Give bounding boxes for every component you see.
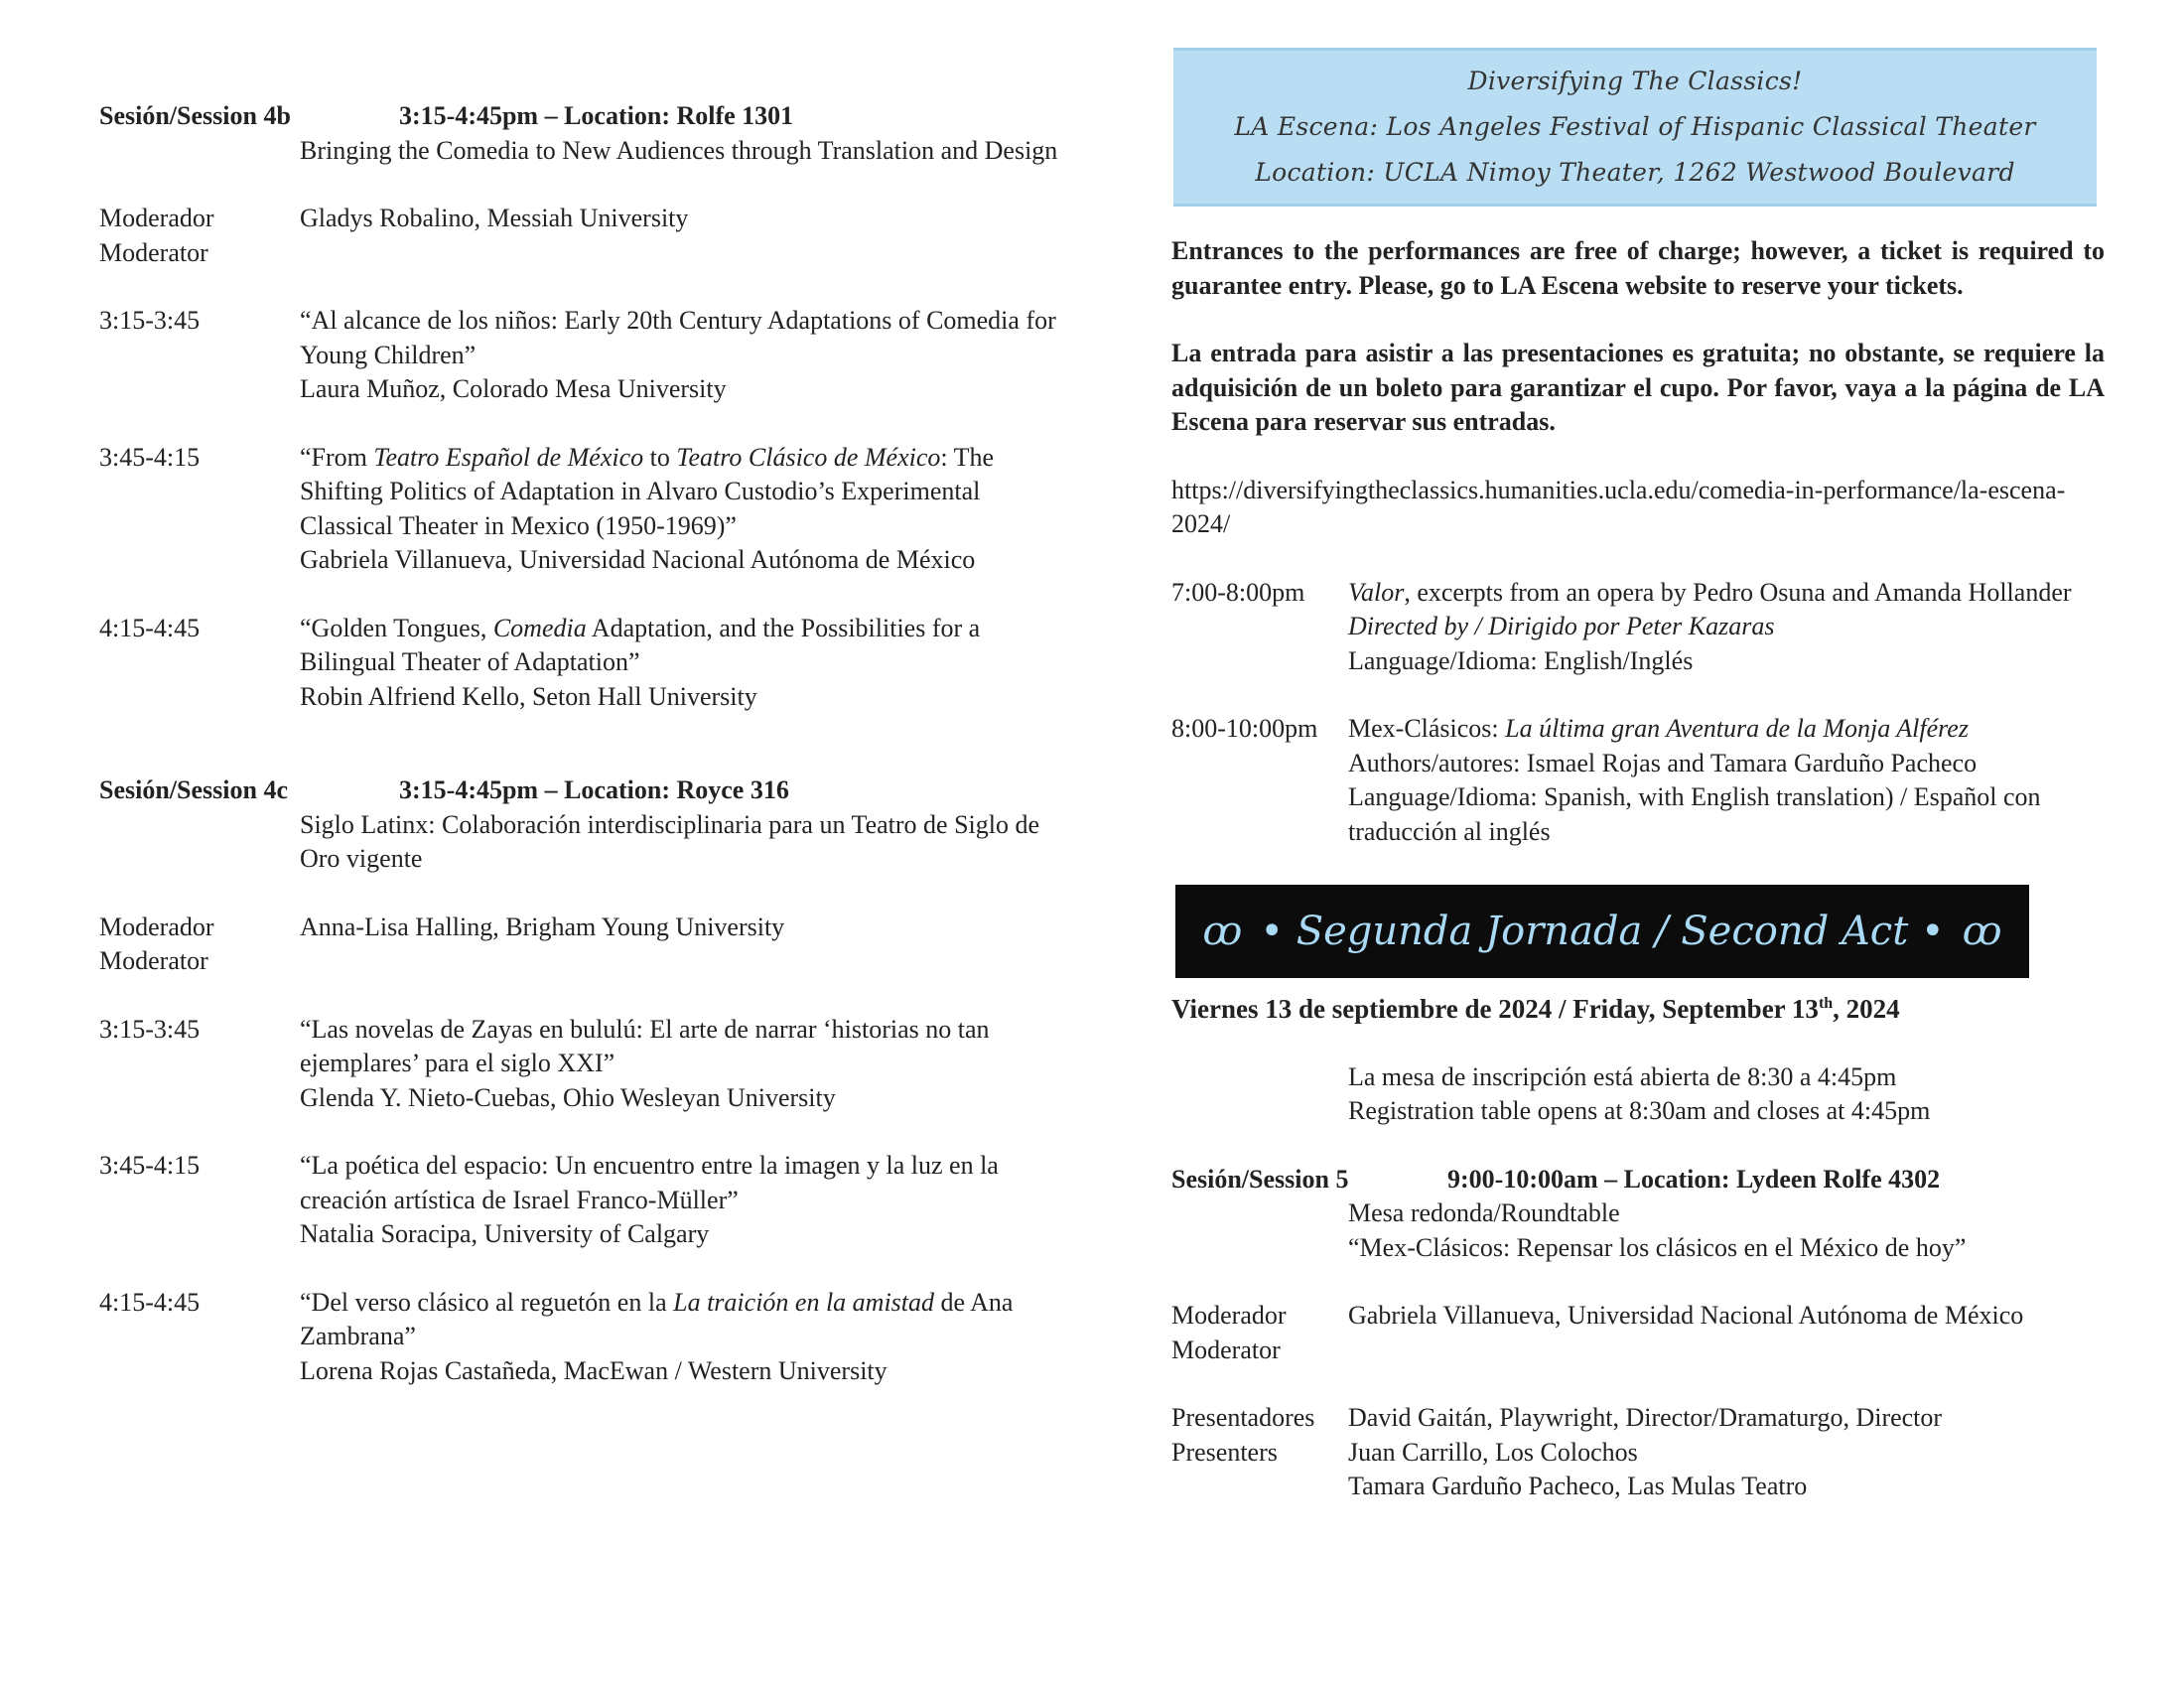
- talk-speaker: Glenda Y. Nieto-Cuebas, Ohio Wesleyan University: [300, 1082, 836, 1112]
- talk-time: 3:15-3:45: [99, 1014, 201, 1044]
- talk-speaker: Natalia Soracipa, University of Calgary: [300, 1219, 710, 1248]
- session-time-location: 3:15-4:45pm – Location: Rolfe 1301: [399, 101, 794, 130]
- talk-row: [99, 1149, 1072, 1252]
- festival-banner: [1173, 48, 2097, 207]
- moderator-label-es: Moderador: [1171, 1301, 1287, 1330]
- talk-title: “From Teatro Español de México to Teatro Clásico de México: The Shifting Politics of Adaptation in Alvaro Custodio’s Experimental Classical Theater in Mexico (1950-1969)”: [300, 442, 995, 540]
- talk-row: [99, 1013, 1072, 1116]
- moderator-name: Gabriela Villanueva, Universidad Nacional Autónoma de México: [1348, 1301, 2024, 1330]
- moderator-name: Anna-Lisa Halling, Brigham Young University: [300, 912, 785, 941]
- moderator-name: Gladys Robalino, Messiah University: [300, 204, 689, 232]
- moderator-label-es: Moderador: [99, 204, 214, 232]
- presenter-name: Juan Carrillo, Los Colochos: [1348, 1437, 1638, 1467]
- talk-time: 4:15-4:45: [99, 1287, 201, 1317]
- talk-title: “La poética del espacio: Un encuentro entre la imagen y la luz en la creación artística de Israel Franco-Müller”: [300, 1151, 999, 1214]
- registration-en: Registration table opens at 8:30am and closes at 4:45pm: [1348, 1096, 1931, 1125]
- left-column: [99, 99, 1072, 1388]
- presenters-row: [1171, 1401, 2105, 1504]
- performance-language: Language/Idioma: English/Inglés: [1348, 645, 1694, 675]
- session-5-header: [1171, 1163, 2105, 1197]
- moderator-row: [1171, 1299, 2105, 1367]
- talk-row: [99, 612, 1072, 715]
- performance-director: Directed by / Dirigido por Peter Kazaras: [1348, 612, 1775, 640]
- performance-time: 7:00-8:00pm: [1171, 577, 1305, 607]
- registration-es: La mesa de inscripción está abierta de 8:30 a 4:45pm: [1348, 1061, 1897, 1091]
- presenter-name: David Gaitán, Playwright, Director/Dramaturgo, Director: [1348, 1403, 1943, 1432]
- session-label: Sesión/Session 4c: [99, 775, 288, 804]
- performance-time: 8:00-10:00pm: [1171, 714, 1318, 743]
- talk-time: 3:45-4:15: [99, 442, 201, 472]
- right-column: [1171, 48, 2105, 1504]
- registration-info: [1348, 1060, 2105, 1129]
- talk-title: “Las novelas de Zayas en bululú: El arte de narrar ‘historias no tan ejemplares’ para el siglo XXI”: [300, 1014, 990, 1077]
- notice-spanish: La entrada para asistir a las presentaciones es gratuita; no obstante, se requiere la adquisición de un boleto para garantizar el cupo. Por favor, vaya a la página de LA Escena para reservar sus entradas.: [1171, 339, 2105, 436]
- moderator-row: [99, 911, 1072, 979]
- festival-url-link[interactable]: https://diversifyingtheclassics.humanities.ucla.edu/comedia-in-performance/la-escena-2024/: [1171, 475, 2066, 538]
- talk-time: 3:15-3:45: [99, 306, 201, 335]
- talk-title: “Golden Tongues, Comedia Adaptation, and the Possibilities for a Bilingual Theater of Adaptation”: [300, 613, 981, 676]
- moderator-label-en: Moderator: [99, 237, 208, 267]
- session-label: Sesión/Session 4b: [99, 101, 291, 130]
- talk-time: 3:45-4:15: [99, 1151, 201, 1180]
- session-title: Bringing the Comedia to New Audiences through Translation and Design: [300, 135, 1058, 165]
- ornament-left-icon: ꝏ: [1202, 908, 1243, 954]
- performance-row: [1171, 576, 2105, 679]
- session-title: “Mex-Clásicos: Repensar los clásicos en el México de hoy”: [1348, 1232, 1967, 1262]
- moderator-label-en: Moderator: [1171, 1335, 1281, 1364]
- talk-row: [99, 441, 1072, 578]
- talk-speaker: Lorena Rojas Castañeda, MacEwan / Western University: [300, 1355, 887, 1385]
- day-heading: Viernes 13 de septiembre de 2024 / Friday, September 13th, 2024: [1171, 994, 1900, 1024]
- performance-title: Valor, excerpts from an opera by Pedro Osuna and Amanda Hollander: [1348, 577, 2072, 607]
- notice-english: Entrances to the performances are free of charge; however, a ticket is required to guarantee entry. Please, go to LA Escena website to reserve your tickets.: [1171, 236, 2105, 300]
- session-title: Siglo Latinx: Colaboración interdisciplinaria para un Teatro de Siglo de Oro vigente: [300, 809, 1040, 873]
- talk-row: [99, 304, 1072, 407]
- second-act-title: • Segunda Jornada / Second Act •: [1260, 908, 1945, 954]
- moderator-row: [99, 202, 1072, 270]
- talk-time: 4:15-4:45: [99, 613, 201, 642]
- performance-title: Mex-Clásicos: La última gran Aventura de la Monja Alférez: [1348, 714, 1969, 743]
- performance-row: [1171, 712, 2105, 849]
- presenter-name: Tamara Garduño Pacheco, Las Mulas Teatro: [1348, 1472, 1808, 1500]
- ornament-right-icon: ꝏ: [1962, 908, 2002, 954]
- session-time-location: 3:15-4:45pm – Location: Royce 316: [399, 775, 789, 804]
- talk-speaker: Laura Muñoz, Colorado Mesa University: [300, 374, 727, 403]
- talk-row: [99, 1286, 1072, 1389]
- session-time-location: 9:00-10:00am – Location: Lydeen Rolfe 4302: [1447, 1164, 1941, 1194]
- moderator-label-es: Moderador: [99, 912, 214, 941]
- talk-speaker: Robin Alfriend Kello, Seton Hall University: [300, 681, 757, 711]
- performance-authors: Authors/autores: Ismael Rojas and Tamara Garduño Pacheco: [1348, 748, 1978, 777]
- session-type: Mesa redonda/Roundtable: [1348, 1198, 1620, 1227]
- session-4c-header: [99, 774, 1072, 808]
- talk-title: “Del verso clásico al reguetón en la La traición en la amistad de Ana Zambrana”: [300, 1287, 1014, 1350]
- banner-line-1: Diversifying The Classics!: [1467, 67, 1803, 95]
- presenters-label-en: Presenters: [1171, 1437, 1278, 1467]
- banner-line-2: LA Escena: Los Angeles Festival of Hispanic Classical Theater: [1234, 112, 2036, 141]
- second-act-banner: [1175, 885, 2029, 978]
- talk-speaker: Gabriela Villanueva, Universidad Nacional Autónoma de México: [300, 545, 976, 574]
- talk-title: “Al alcance de los niños: Early 20th Century Adaptations of Comedia for Young Children”: [300, 306, 1056, 369]
- performance-language: Language/Idioma: Spanish, with English translation) / Español con traducción al inglés: [1348, 782, 2041, 846]
- presenters-label-es: Presentadores: [1171, 1403, 1315, 1432]
- session-label: Sesión/Session 5: [1171, 1164, 1349, 1194]
- banner-line-3: Location: UCLA Nimoy Theater, 1262 Westwood Boulevard: [1255, 158, 2015, 187]
- moderator-label-en: Moderator: [99, 946, 208, 975]
- session-4b-header: [99, 99, 1072, 134]
